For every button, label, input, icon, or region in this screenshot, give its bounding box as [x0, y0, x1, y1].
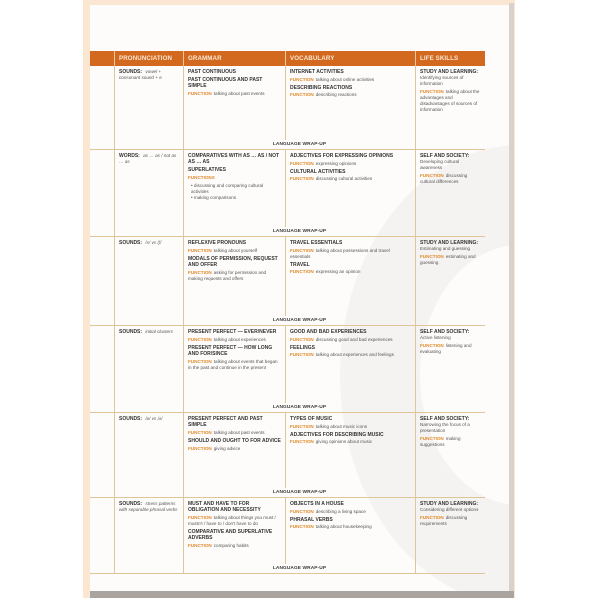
function-line: FUNCTION expressing opinions: [290, 160, 357, 166]
function-line: FUNCTION talking about past events: [188, 90, 265, 96]
language-wrap-up: [114, 403, 485, 412]
unit-row: [90, 498, 485, 574]
function-line: FUNCTION discussing good and bad experiences: [290, 336, 393, 342]
vocabulary-topic: OBJECTS IN A HOUSE: [290, 501, 344, 507]
unit-gutter: [90, 498, 114, 564]
function-label: FUNCTION: [188, 247, 212, 253]
life-skills-cell: [415, 66, 485, 140]
header-grammar: GRAMMAR: [183, 51, 285, 66]
life-skill-subtitle: Developing cultural awareness: [420, 159, 460, 171]
life-skills-cell: [415, 237, 485, 316]
function-line: FUNCTION comparing habits: [188, 542, 249, 548]
function-line: FUNCTION talking about yourself: [188, 247, 258, 253]
functions-heading: [188, 175, 281, 181]
grammar-topic: PAST CONTINUOUS AND PAST SIMPLE: [188, 76, 263, 89]
function-line: FUNCTION talking about possessions and travel essentials: [290, 247, 390, 259]
vocabulary-topic: TRAVEL: [290, 261, 310, 268]
pronunciation-cell: [114, 413, 183, 488]
function-label: FUNCTION: [420, 343, 444, 349]
function-label: FUNCTION: [188, 542, 212, 548]
header-pronunciation: PRONUNCIATION: [114, 51, 183, 66]
functions-label: FUNCTIONS: [188, 174, 215, 180]
function-line: FUNCTION talking about online activities: [290, 76, 375, 82]
pron-value: vowel + consonant sound + e: [119, 69, 162, 80]
grammar-cell: [183, 150, 285, 227]
life-skill-topic: SELF AND SOCIETY:: [420, 416, 470, 422]
life-skill-subtitle: Narrowing the focus of a presentation: [420, 422, 470, 434]
vocabulary-topic: TYPES OF MUSIC: [290, 416, 333, 422]
vocabulary-topic: CULTURAL ACTIVITIES: [290, 168, 346, 175]
function-label: FUNCTION: [290, 439, 314, 445]
vocabulary-topic: FEELINGS: [290, 344, 316, 351]
unit-row: [90, 150, 485, 237]
function-bullet: • making comparisons: [191, 194, 237, 200]
language-wrap-up: [114, 488, 485, 497]
vocabulary-topic: PHRASAL VERBS: [290, 516, 333, 523]
function-line: FUNCTION describing reactions: [290, 92, 357, 98]
function-line: FUNCTION asking for permission and making requests and offers: [188, 269, 267, 281]
life-skills-cell: [415, 413, 485, 488]
pron-label: SOUNDS:: [119, 240, 143, 246]
vocabulary-cell: [285, 498, 415, 564]
language-wrap-up: [114, 140, 485, 149]
function-line: FUNCTION talking about things you must / mustn't / have to / don't have to do: [188, 514, 276, 526]
life-skill-topic: STUDY AND LEARNING:: [420, 240, 479, 246]
function-line: FUNCTION talking about experiences: [188, 336, 266, 342]
unit-gutter: [90, 413, 114, 488]
function-line: FUNCTION talking about music icons: [290, 423, 368, 429]
unit-row: [90, 326, 485, 413]
function-label: FUNCTION: [290, 524, 314, 530]
function-line: FUNCTION discussing cultural activities: [290, 176, 373, 182]
function-label: FUNCTION: [188, 90, 212, 96]
wrap-up-label: LANGUAGE WRAP-UP: [183, 488, 415, 497]
wrap-up-label: LANGUAGE WRAP-UP: [183, 564, 415, 573]
page: [90, 5, 509, 591]
unit-row: [90, 66, 485, 150]
pron-label: SOUNDS:: [119, 69, 143, 75]
function-line: FUNCTION describing a living space: [290, 508, 366, 514]
function-label: FUNCTION: [290, 92, 314, 98]
function-line: FUNCTION listening and evaluating: [420, 343, 472, 355]
pron-label: SOUNDS:: [119, 416, 143, 422]
function-label: FUNCTION: [420, 254, 444, 260]
life-skill-topic: SELF AND SOCIETY:: [420, 153, 470, 159]
pron-value: stress patterns with separable phrasal verbs: [119, 501, 178, 512]
function-label: FUNCTION: [188, 445, 212, 451]
life-skills-cell: [415, 498, 485, 564]
grammar-topic: REFLEXIVE PRONOUNS: [188, 240, 247, 246]
pronunciation-cell: [114, 150, 183, 227]
grammar-topic: COMPARATIVES WITH AS … AS / NOT AS … AS: [188, 153, 280, 166]
function-label: FUNCTION: [420, 515, 444, 521]
function-label: FUNCTION: [420, 89, 444, 95]
vocabulary-cell: [285, 66, 415, 140]
grammar-topic: PRESENT PERFECT AND PAST SIMPLE: [188, 416, 263, 429]
function-label: FUNCTION: [290, 176, 314, 182]
vocabulary-topic: DESCRIBING REACTIONS: [290, 84, 353, 91]
vocabulary-topic: ADJECTIVES FOR EXPRESSING OPINIONS: [290, 153, 394, 159]
pronunciation-cell: [114, 498, 183, 564]
language-wrap-up: [114, 227, 485, 236]
pron-value: as … as / not as … as: [119, 153, 177, 164]
pron-label: WORDS:: [119, 153, 140, 159]
unit-row: [90, 237, 485, 326]
grammar-cell: [183, 66, 285, 140]
function-line: FUNCTION estimating and guessing: [420, 254, 476, 266]
grammar-topic: PRESENT PERFECT — HOW LONG AND FOR/SINCE: [188, 344, 273, 357]
function-bullet: • discussing and comparing cultural activities: [191, 182, 264, 194]
vocabulary-topic: TRAVEL ESSENTIALS: [290, 240, 343, 246]
pronunciation-cell: [114, 66, 183, 140]
pron-label: SOUNDS:: [119, 501, 143, 507]
grammar-cell: [183, 237, 285, 316]
function-line: FUNCTION expressing an opinion: [290, 269, 361, 275]
function-line: FUNCTION discussing requirements: [420, 515, 468, 527]
grammar-topic: PRESENT PERFECT — EVER/NEVER: [188, 329, 277, 335]
vocabulary-topic: ADJECTIVES FOR DESCRIBING MUSIC: [290, 431, 384, 438]
life-skill-subtitle: Considering different options: [420, 507, 479, 513]
header-gutter: [90, 51, 114, 66]
function-line: FUNCTION giving opinions about music: [290, 439, 373, 445]
wrap-up-label: LANGUAGE WRAP-UP: [183, 403, 415, 412]
table-header: [90, 51, 485, 66]
grammar-cell: [183, 498, 285, 564]
life-skill-topic: STUDY AND LEARNING:: [420, 69, 479, 75]
life-skill-subtitle: Active listening: [420, 335, 451, 341]
function-label: FUNCTION: [290, 76, 314, 82]
unit-gutter: [90, 237, 114, 316]
function-label: FUNCTION: [188, 358, 212, 364]
vocabulary-cell: [285, 413, 415, 488]
page-shadow: [509, 3, 514, 595]
function-label: FUNCTION: [290, 336, 314, 342]
grammar-topic: SHOULD AND OUGHT TO FOR ADVICE: [188, 437, 281, 444]
language-wrap-up: [114, 316, 485, 325]
header-vocabulary: VOCABULARY: [285, 51, 415, 66]
language-wrap-up: [114, 564, 485, 573]
grammar-cell: [183, 413, 285, 488]
function-label: FUNCTION: [188, 429, 212, 435]
unit-gutter: [90, 66, 114, 140]
life-skill-subtitle: Estimating and guessing: [420, 246, 471, 252]
life-skills-cell: [415, 150, 485, 227]
pron-value: /ɒ/ vs /ʌ/: [144, 416, 163, 421]
function-line: FUNCTION discussing cultural differences: [420, 173, 468, 185]
vocabulary-topic: INTERNET ACTIVITIES: [290, 69, 344, 75]
life-skill-subtitle: Identifying sources of information: [420, 75, 464, 87]
life-skills-cell: [415, 326, 485, 403]
function-label: FUNCTION: [188, 269, 212, 275]
function-line: FUNCTION making suggestions: [420, 436, 461, 448]
grammar-topic: MODALS OF PERMISSION, REQUEST AND OFFER: [188, 255, 278, 268]
function-line: FUNCTION giving advice: [188, 445, 241, 451]
vocabulary-topic: GOOD AND BAD EXPERIENCES: [290, 329, 367, 335]
function-label: FUNCTION: [290, 423, 314, 429]
unit-row: [90, 413, 485, 498]
grammar-topic: SUPERLATIVES: [188, 166, 226, 173]
function-label: FUNCTION: [290, 247, 314, 253]
function-label: FUNCTION: [188, 514, 212, 520]
function-line: FUNCTION talking about housekeeping: [290, 524, 372, 530]
pronunciation-cell: [114, 237, 183, 316]
life-skill-topic: SELF AND SOCIETY:: [420, 329, 470, 335]
pron-value: /s/ vs /ʃ/: [144, 240, 162, 245]
unit-gutter: [90, 326, 114, 403]
units-table: [90, 66, 485, 574]
function-line: FUNCTION talking about events that began in the past and continue in the present: [188, 358, 278, 370]
vocabulary-cell: [285, 326, 415, 403]
grammar-topic: COMPARATIVE AND SUPERLATIVE ADVERBS: [188, 528, 273, 542]
grammar-topic: PAST CONTINUOUS: [188, 69, 236, 75]
function-label: FUNCTION: [290, 160, 314, 166]
grammar-topic: MUST AND HAVE TO FOR OBLIGATION AND NECESSITY: [188, 501, 261, 514]
unit-gutter: [90, 150, 114, 227]
wrap-up-label: LANGUAGE WRAP-UP: [183, 316, 415, 325]
function-line: FUNCTION talking about experiences and feelings: [290, 352, 394, 358]
wrap-up-label: LANGUAGE WRAP-UP: [183, 227, 415, 236]
function-label: FUNCTION: [420, 173, 444, 179]
function-line: FUNCTION talking about the advantages and disadvantages of sources of information: [420, 89, 480, 113]
wrap-up-label: LANGUAGE WRAP-UP: [183, 140, 415, 149]
function-label: FUNCTION: [290, 269, 314, 275]
vocabulary-cell: [285, 237, 415, 316]
function-line: FUNCTION talking about past events: [188, 429, 265, 435]
page-shadow-bottom: [90, 591, 514, 598]
grammar-cell: [183, 326, 285, 403]
pronunciation-cell: [114, 326, 183, 403]
function-label: FUNCTION: [290, 508, 314, 514]
life-skill-topic: STUDY AND LEARNING:: [420, 501, 479, 507]
function-label: FUNCTION: [420, 436, 444, 442]
header-life-skills: LIFE SKILLS: [415, 51, 485, 66]
vocabulary-cell: [285, 150, 415, 227]
function-label: FUNCTION: [188, 336, 212, 342]
function-label: FUNCTION: [290, 352, 314, 358]
pron-value: initial clusters: [144, 329, 173, 334]
pron-label: SOUNDS:: [119, 329, 143, 335]
